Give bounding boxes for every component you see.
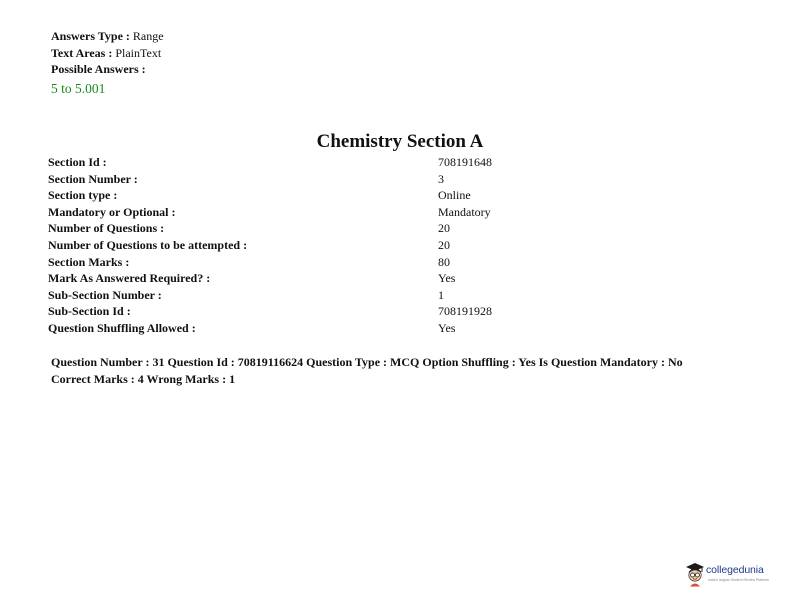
info-label: Section Number : bbox=[48, 171, 138, 186]
section-title: Chemistry Section A bbox=[316, 131, 484, 152]
info-label: Sub-Section Number : bbox=[48, 287, 162, 302]
logo-wordmark: collegedunia bbox=[706, 564, 764, 576]
info-label: Number of Questions : bbox=[48, 221, 165, 236]
info-label: Number of Questions to be attempted : bbox=[48, 237, 248, 252]
info-label: Question Shuffling Allowed : bbox=[48, 320, 196, 335]
info-value: Yes bbox=[438, 271, 456, 286]
info-value: 20 bbox=[438, 221, 450, 236]
answers-info bbox=[51, 28, 164, 97]
logo-tagline: India's largest Student Review Platform bbox=[708, 578, 769, 582]
info-label: Section Marks : bbox=[48, 254, 130, 269]
info-label: Section Id : bbox=[48, 155, 107, 169]
question-header bbox=[51, 354, 683, 387]
question-meta-line: Question Number : 31 Question Id : 70819116624 Question Type : MCQ Option Shuffling : Yes Is Question Mandatory : No bbox=[51, 355, 683, 369]
student-mascot-icon bbox=[684, 561, 706, 587]
answers-type-row bbox=[51, 28, 164, 45]
info-value: 80 bbox=[438, 254, 450, 269]
text-areas-row bbox=[51, 45, 164, 62]
collegedunia-logo bbox=[684, 561, 772, 587]
info-label: Sub-Section Id : bbox=[48, 304, 131, 319]
info-value: 3 bbox=[438, 171, 444, 186]
info-label: Section type : bbox=[48, 188, 118, 203]
possible-answers-row bbox=[51, 61, 164, 78]
answers-type-value: Range bbox=[132, 29, 164, 43]
info-value: 20 bbox=[438, 237, 450, 252]
info-value: Mandatory bbox=[438, 204, 491, 219]
possible-answers-label: Possible Answers : bbox=[51, 62, 146, 76]
info-value: 708191648 bbox=[438, 155, 492, 169]
text-areas-label: Text Areas : bbox=[51, 45, 113, 60]
possible-answers-value: 5 to 5.001 bbox=[51, 80, 106, 96]
text-areas-value: PlainText bbox=[115, 45, 162, 60]
info-label: Mark As Answered Required? : bbox=[48, 271, 211, 286]
info-value: Online bbox=[438, 188, 471, 203]
info-value: 708191928 bbox=[438, 304, 492, 319]
info-value: Yes bbox=[438, 320, 456, 335]
answers-type-label: Answers Type : bbox=[51, 29, 130, 43]
info-label: Mandatory or Optional : bbox=[48, 204, 176, 219]
question-marks-line: Correct Marks : 4 Wrong Marks : 1 bbox=[51, 371, 236, 386]
info-value: 1 bbox=[438, 287, 444, 302]
